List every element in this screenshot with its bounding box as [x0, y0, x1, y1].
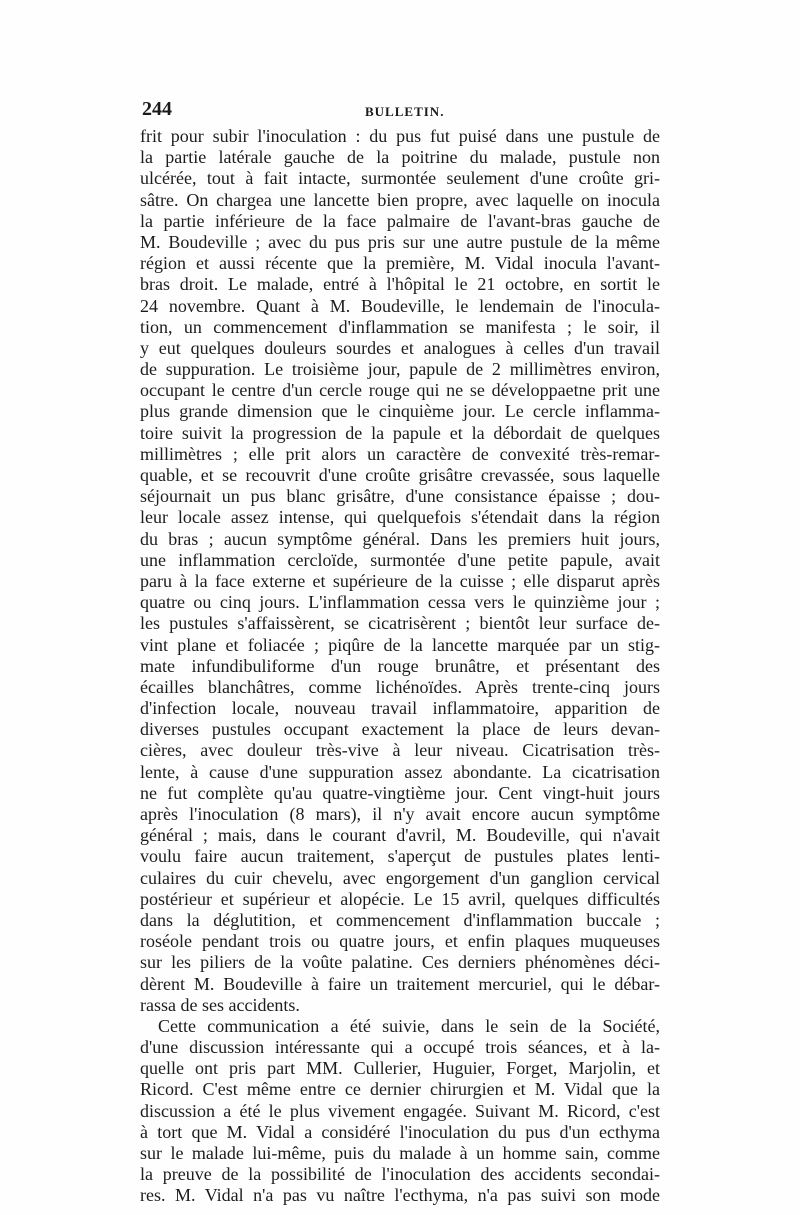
- text-line: ulcérée, tout à fait intacte, surmontée seulement d'une croûte gri-: [140, 168, 660, 189]
- text-line: les pustules s'affaissèrent, se cicatrisèrent ; bientôt leur surface de-: [140, 613, 660, 634]
- text-line: postérieur et supérieur et alopécie. Le 15 avril, quelques difficultés: [140, 888, 660, 909]
- text-line: cières, avec douleur très-vive à leur niveau. Cicatrisation très-: [140, 740, 660, 761]
- text-line: millimètres ; elle prit alors un caractère de convexité très-remar-: [140, 443, 660, 464]
- body-text: [140, 126, 660, 1207]
- text-line: Cette communication a été suivie, dans le sein de la Société,: [158, 1015, 660, 1036]
- text-line: diverses pustules occupant exactement la place de leurs devan-: [140, 719, 660, 740]
- text-line: la partie latérale gauche de la poitrine du malade, pustule non: [140, 147, 660, 168]
- page-number: 244: [142, 98, 172, 120]
- text-line: voulu faire aucun traitement, s'aperçut de pustules plates lenti-: [140, 846, 660, 867]
- text-line: M. Boudeville ; avec du pus pris sur une autre pustule de la même: [140, 231, 660, 252]
- text-line: y eut quelques douleurs sourdes et analogues à celles d'un travail: [140, 337, 660, 358]
- text-line: dèrent M. Boudeville à faire un traitement mercuriel, qui le débar-: [140, 973, 660, 994]
- text-line: quatre ou cinq jours. L'inflammation cessa vers le quinzième jour ;: [140, 592, 660, 613]
- text-line: discussion a été le plus vivement engagée. Suivant M. Ricord, c'est: [140, 1100, 660, 1121]
- text-line: général ; mais, dans le courant d'avril, M. Boudeville, qui n'avait: [140, 825, 660, 846]
- text-line: rassa de ses accidents.: [140, 994, 300, 1015]
- running-head: BULLETIN.: [365, 104, 445, 119]
- text-line: toire suivit la progression de la papule et la débordait de quelques: [140, 422, 660, 443]
- text-line: paru à la face externe et supérieure de la cuisse ; elle disparut après: [140, 570, 660, 591]
- text-line: occupant le centre d'un cercle rouge qui ne se développaetne prit une: [140, 380, 660, 401]
- text-line: du bras ; aucun symptôme général. Dans les premiers huit jours,: [140, 528, 660, 549]
- text-line: d'une discussion intéressante qui a occupé trois séances, et à la-: [140, 1037, 660, 1058]
- text-line: sur les piliers de la voûte palatine. Ces derniers phénomènes déci-: [140, 952, 660, 973]
- text-line: frit pour subir l'inoculation : du pus fut puisé dans une pustule de: [140, 126, 660, 146]
- text-line: une inflammation cercloïde, surmontée d'une petite papule, avait: [140, 549, 660, 570]
- text-line: roséole pendant trois ou quatre jours, et enfin plaques muqueuses: [140, 931, 660, 952]
- text-line: sâtre. On chargea une lancette bien propre, avec laquelle on inocula: [140, 189, 660, 210]
- text-line: leur locale assez intense, qui quelquefois s'étendait dans la région: [140, 507, 660, 528]
- text-line: quable, et se recouvrit d'une croûte grisâtre crevassée, sous laquelle: [140, 465, 660, 485]
- text-line: quelle ont pris part MM. Cullerier, Huguier, Forget, Marjolin, et: [140, 1058, 660, 1079]
- text-line: la preuve de la possibilité de l'inoculation des accidents secondai-: [140, 1164, 660, 1185]
- text-line: séjournait un pus blanc grisâtre, d'une consistance épaisse ; dou-: [140, 486, 660, 507]
- text-line: vint plane et foliacée ; piqûre de la lancette marquée par un stig-: [140, 634, 660, 655]
- text-line: après l'inoculation (8 mars), il n'y avait encore aucun symptôme: [140, 804, 660, 824]
- text-line: ne fut complète qu'au quatre-vingtième jour. Cent vingt-huit jours: [140, 782, 660, 803]
- text-line: lente, à cause d'une suppuration assez abondante. La cicatrisation: [140, 761, 660, 782]
- text-line: région et aussi récente que la première, M. Vidal inocula l'avant-: [140, 253, 660, 274]
- text-line: mate infundibuliforme d'un rouge brunâtre, et présentant des: [140, 655, 660, 676]
- text-line: dans la déglutition, et commencement d'inflammation buccale ;: [140, 909, 660, 930]
- text-line: écailles blanchâtres, comme lichénoïdes. Après trente-cinq jours: [140, 676, 660, 697]
- text-line: Ricord. C'est même entre ce dernier chirurgien et M. Vidal que la: [140, 1079, 660, 1100]
- text-line: la partie inférieure de la face palmaire de l'avant-bras gauche de: [140, 210, 660, 231]
- text-line: bras droit. Le malade, entré à l'hôpital le 21 octobre, en sortit le: [140, 274, 660, 295]
- text-line: à tort que M. Vidal a considéré l'inoculation du pus d'un ecthyma: [140, 1121, 660, 1142]
- text-line: sur le malade lui-même, puis du malade à un homme sain, comme: [140, 1143, 660, 1163]
- text-line: 24 novembre. Quant à M. Boudeville, le lendemain de l'inocula-: [140, 295, 660, 316]
- text-line: plus grande dimension que le cinquième jour. Le cercle inflamma-: [140, 401, 660, 422]
- text-line: culaires du cuir chevelu, avec engorgement d'un ganglion cervical: [140, 867, 660, 888]
- text-line: de suppuration. Le troisième jour, papule de 2 millimètres environ,: [140, 359, 660, 380]
- page-header: [142, 98, 662, 126]
- text-line: d'infection locale, nouveau travail inflammatoire, apparition de: [140, 698, 660, 719]
- text-line: res. M. Vidal n'a pas vu naître l'ecthyma, n'a pas suivi son mode: [140, 1185, 660, 1206]
- text-line: tion, un commencement d'inflammation se manifesta ; le soir, il: [140, 316, 660, 337]
